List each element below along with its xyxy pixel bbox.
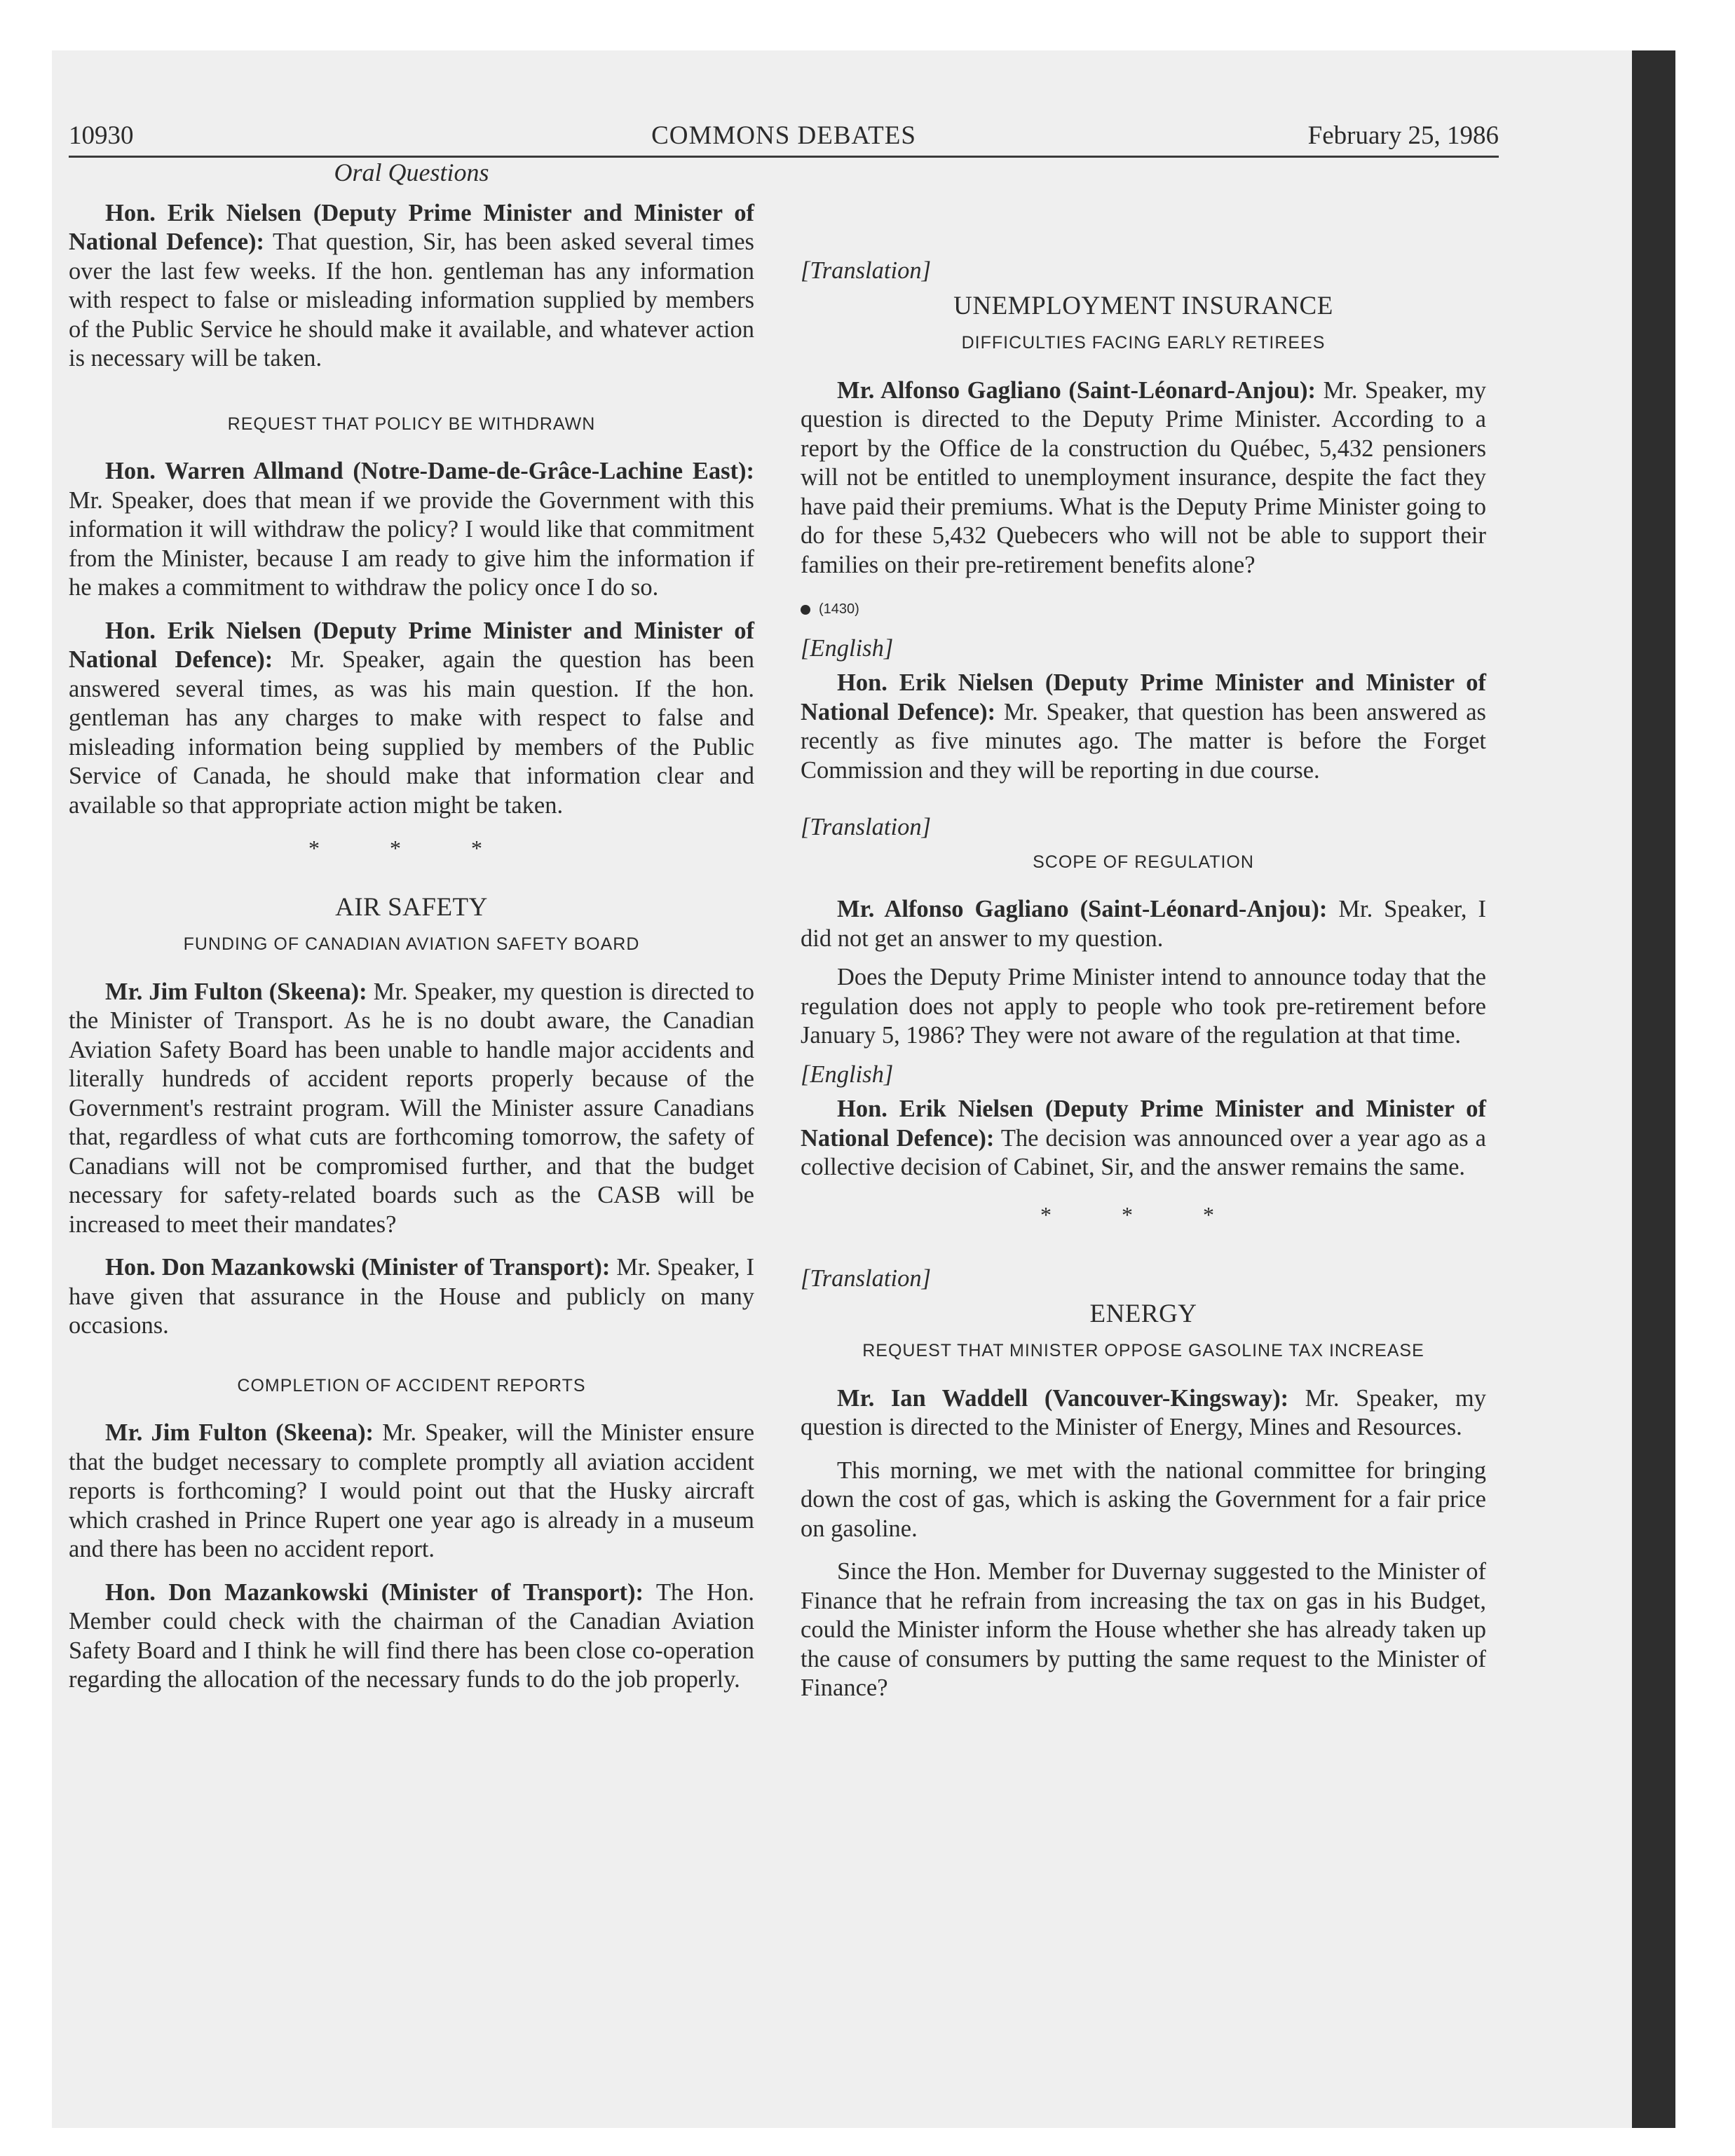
speech-paragraph	[69, 1578, 754, 1695]
speech-text: Mr. Speaker, will the Minister ensure that the budget necessary to complete promptly all aviation accident reports is forthcoming? I would point out that the Husky aircraft which crashed in Prince Rupert one year ago is already in a museum and there has been no accident report.	[69, 1419, 755, 1562]
language-marker: [Translation]	[801, 257, 931, 284]
subheading: SCOPE OF REGULATION	[1033, 852, 1254, 872]
scan-edge-shadow	[1632, 50, 1675, 2128]
speech-text: Mr. Speaker, my question is directed to the Deputy Prime Minister. According to a report by the Office de la construction du Québec, 5,432 pensioners will not be entitled to unemployment insurance, despite the fact they have paid their premiums. What is the Deputy Prime Minister going to do for these 5,432 Quebecers who will not be able to support their families on their pre-retirement benefits alone?	[801, 376, 1486, 578]
time-marker-text: (1430)	[819, 601, 859, 617]
speech-text: The Hon. Member could check with the chairman of the Canadian Aviation Safety Board and I think he will find there has been close co-operation regarding the allocation of the necessary funds to do the job properly.	[69, 1578, 754, 1693]
speech-text: Mr. Speaker, my question is directed to the Minister of Energy, Mines and Resources.	[801, 1384, 1486, 1440]
speaker-name: Mr. Alfonso Gagliano (Saint-Léonard-Anjou):	[837, 376, 1316, 404]
speech-paragraph	[69, 457, 754, 603]
speech-paragraph	[801, 1095, 1486, 1182]
speech-paragraph	[69, 617, 754, 821]
publication-title: COMMONS DEBATES	[651, 121, 916, 150]
section-title: ENERGY	[1089, 1299, 1197, 1328]
speech-paragraph: Does the Deputy Prime Minister intend to announce today that the regulation does not apply to people who took pre-retirement before January 5, 1986? They were not aware of the regulation at that time.	[801, 964, 1486, 1049]
language-marker: [English]	[801, 1060, 894, 1088]
language-marker: [Translation]	[801, 814, 931, 840]
speech-text: Mr. Speaker, does that mean if we provide the Government with this information it will withdraw the policy? I would like that commitment from the Minister, because I am ready to give him the information if he makes a commitment to withdraw the policy once I do so.	[69, 486, 754, 601]
speaker-name: Hon. Don Mazankowski (Minister of Transport):	[105, 1254, 611, 1281]
speech-paragraph	[69, 1253, 754, 1341]
page-header	[69, 116, 1499, 158]
speaker-name: Hon. Erik Nielsen (Deputy Prime Minister and Minister of National Defence):	[69, 199, 754, 255]
section-title: UNEMPLOYMENT INSURANCE	[953, 291, 1333, 320]
speech-paragraph	[69, 1419, 754, 1564]
speech-text: The decision was announced over a year ago as a collective decision of Cabinet, Sir, and the answer remains the same.	[801, 1124, 1486, 1180]
section-separator: * * *	[308, 835, 515, 861]
speaker-name: Mr. Alfonso Gagliano (Saint-Léonard-Anjou):	[837, 896, 1328, 922]
speech-paragraph	[69, 978, 754, 1240]
bullet-icon	[801, 605, 810, 615]
section-title: AIR SAFETY	[335, 892, 488, 922]
speaker-name: Mr. Jim Fulton (Skeena):	[105, 978, 367, 1005]
language-marker: [English]	[801, 634, 894, 662]
speech-paragraph: This morning, we met with the national committee for bringing down the cost of gas, which is asking the Government for a fair price on gasoline.	[801, 1456, 1486, 1542]
right-column	[801, 158, 1486, 1717]
language-marker: [Translation]	[801, 1265, 931, 1292]
speaker-name: Hon. Warren Allmand (Notre-Dame-de-Grâce-Lachine East):	[105, 458, 754, 484]
speech-paragraph: Since the Hon. Member for Duvernay suggested to the Minister of Finance that he refrain from increasing the tax on gas in his Budget, could the Minister inform the House whether she has already taken up the cause of consumers by putting the same request to the Minister of Finance?	[801, 1558, 1486, 1701]
speech-paragraph	[801, 1384, 1486, 1442]
speaker-name: Hon. Don Mazankowski (Minister of Transport):	[105, 1578, 644, 1606]
speech-text: Mr. Speaker, that question has been answered as recently as five minutes ago. The matter is before the Forget Commission and they will be reporting in due course.	[801, 698, 1486, 784]
left-column	[69, 158, 754, 1709]
subheading: REQUEST THAT MINISTER OPPOSE GASOLINE TAX INCREASE	[862, 1341, 1424, 1360]
section-separator: * * *	[1040, 1201, 1246, 1227]
speaker-name: Hon. Erik Nielsen (Deputy Prime Minister and Minister of National Defence):	[69, 617, 754, 673]
speaker-name: Hon. Erik Nielsen (Deputy Prime Minister and Minister of National Defence):	[801, 1096, 1486, 1152]
subheading: REQUEST THAT POLICY BE WITHDRAWN	[227, 414, 596, 434]
page-number: 10930	[69, 121, 134, 150]
speech-text: Mr. Speaker, again the question has been answered several times, as was his main question. If the hon. gentleman has any charges to make with respect to false and misleading information being supplied by members of the Public Service of Canada, he should make that information clear and available so that appropriate action might be taken.	[69, 646, 754, 819]
time-marker	[801, 595, 1486, 625]
subheading: FUNDING OF CANADIAN AVIATION SAFETY BOARD	[183, 934, 640, 954]
section-label: Oral Questions	[334, 158, 489, 186]
issue-date: February 25, 1986	[1307, 121, 1499, 150]
speech-paragraph	[801, 895, 1486, 953]
speech-paragraph	[801, 669, 1486, 785]
speech-paragraph	[801, 376, 1486, 580]
subheading: COMPLETION OF ACCIDENT REPORTS	[237, 1375, 586, 1396]
speaker-name: Mr. Ian Waddell (Vancouver-Kingsway):	[837, 1384, 1289, 1412]
subheading: DIFFICULTIES FACING EARLY RETIREES	[961, 333, 1326, 353]
speech-text: Mr. Speaker, I have given that assurance in the House and publicly on many occasions.	[69, 1254, 754, 1339]
speech-text: Mr. Speaker, my question is directed to the Minister of Transport. As he is no doubt aware, the Canadian Aviation Safety Board has been unable to handle major accidents and literally hundreds of accident reports properly because of the Government's restraint program. Will the Minister assure Canadians that, regardless of what cuts are forthcoming tomorrow, the safety of Canadians will not be compromised further, and that the budget necessary for safety-related boards such as the CASB will be increased to meet their mandates?	[69, 978, 754, 1238]
speech-text: Mr. Speaker, I did not get an answer to my question.	[801, 896, 1486, 952]
speaker-name: Mr. Jim Fulton (Skeena):	[105, 1419, 374, 1446]
speech-text: That question, Sir, has been asked several times over the last few weeks. If the hon. gentleman has any information with respect to false or misleading information supplied by members of the Public Service he should make it available, and whatever action is necessary will be taken.	[69, 228, 754, 371]
speaker-name: Hon. Erik Nielsen (Deputy Prime Minister and Minister of National Defence):	[801, 669, 1486, 725]
speech-paragraph	[69, 199, 754, 374]
